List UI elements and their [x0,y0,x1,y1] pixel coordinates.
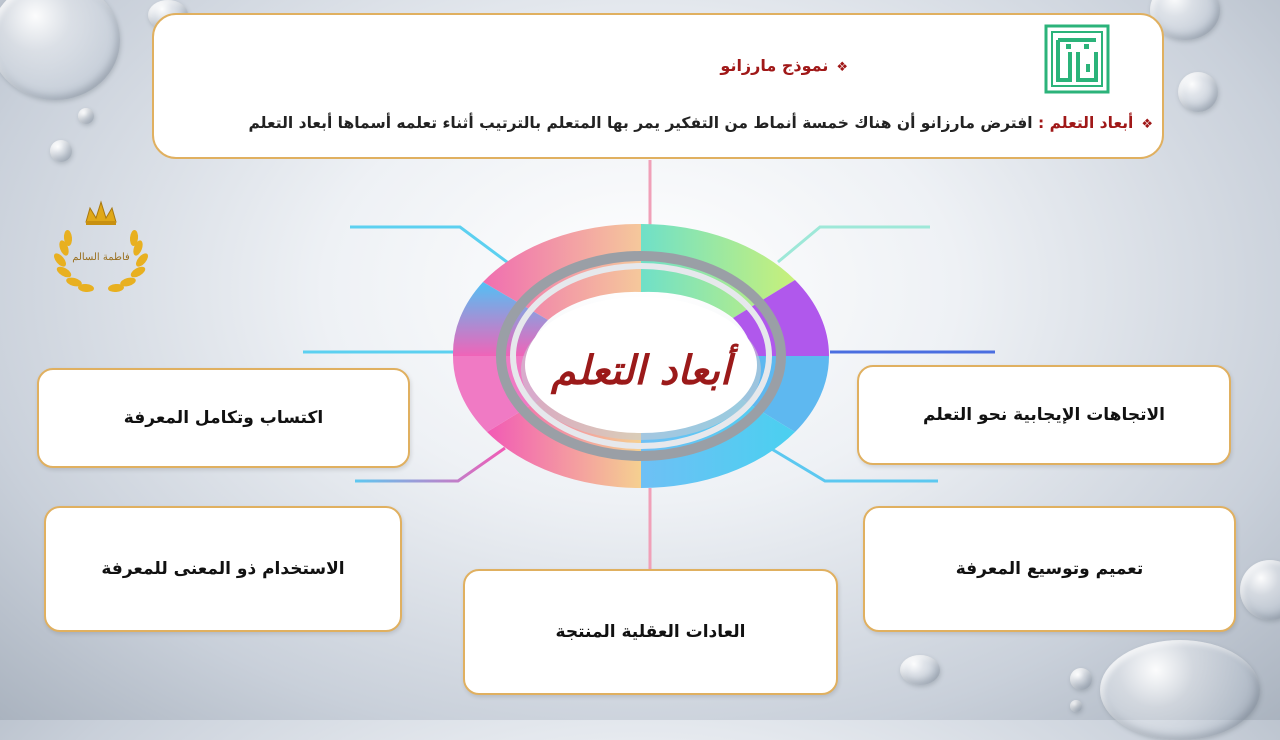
model-title: نموذج مارزانو [720,56,829,75]
description-label: أبعاد التعلم : [1038,114,1134,132]
crown-wreath-logo [50,198,152,298]
dimension-box-acquire-knowledge [37,368,410,468]
dimension-box-meaningful-use [44,506,402,632]
dimension-label: الاستخدام ذو المعنى للمعرفة [101,559,345,579]
bullet-icon: ❖ [836,60,848,75]
dimension-label: اكتساب وتكامل المعرفة [123,408,324,428]
bullet-icon: ❖ [1141,117,1153,132]
header-description [249,114,1153,132]
header-title [720,56,848,75]
header-box [152,13,1164,159]
center-title: أبعاد التعلم [551,346,731,394]
dimension-label: تعميم وتوسيع المعرفة [955,559,1144,579]
dimension-label: الاتجاهات الإيجابية نحو التعلم [923,405,1165,425]
dimension-box-positive-attitudes [857,365,1231,465]
logo-ta-icon [1044,24,1110,94]
dimension-label: العادات العقلية المنتجة [555,622,746,642]
dimension-box-extend-knowledge [863,506,1236,632]
description-text: افترض مارزانو أن هناك خمسة أنماط من التفكير يمر بها المتعلم بالترتيب أثناء تعلمه أسماها أبعاد التعلم [248,114,1038,132]
logo-caption: فاطمة السالم [72,252,130,263]
dimension-box-habits-of-mind [463,569,838,695]
